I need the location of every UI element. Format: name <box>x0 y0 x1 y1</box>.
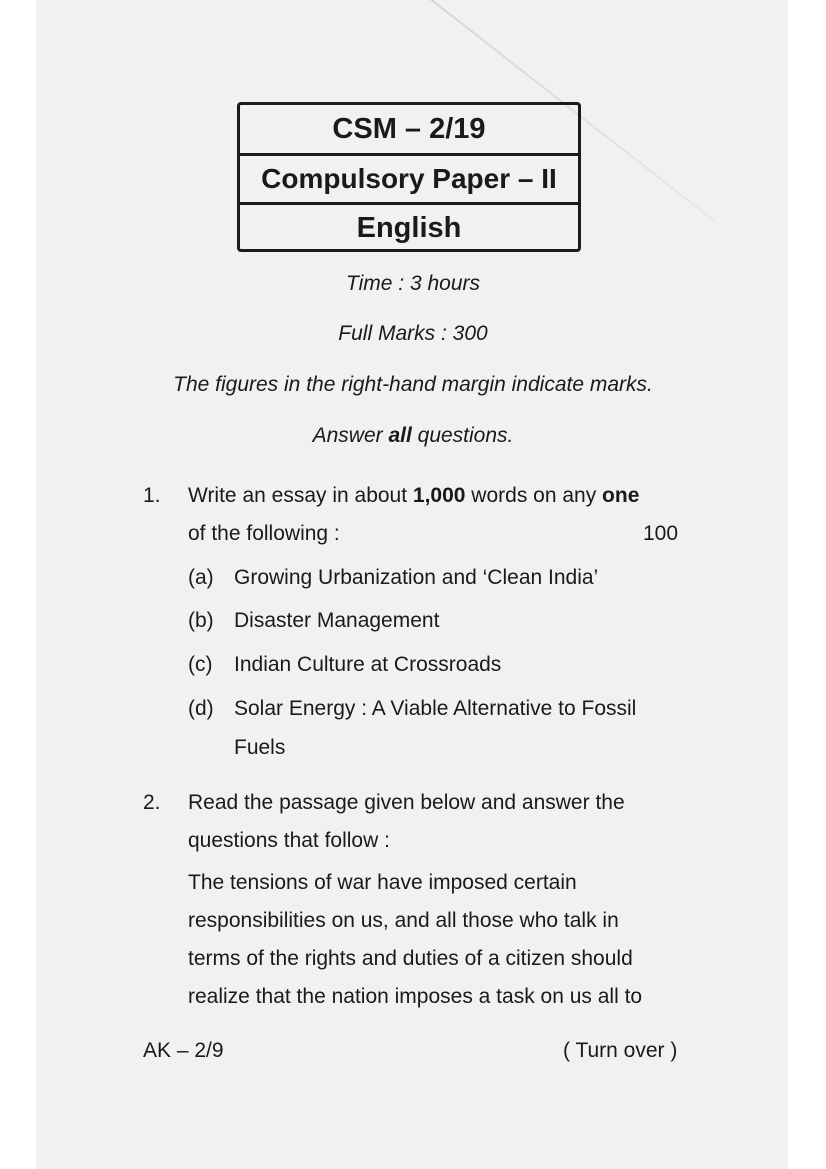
scan-right-margin <box>788 0 826 1169</box>
passage-line: terms of the rights and duties of a citizen should <box>188 947 633 970</box>
question-1-number: 1. <box>143 484 161 507</box>
question-1-text-cont: of the following : <box>188 522 340 545</box>
question-1-option-cont: Fuels <box>234 736 286 759</box>
time-allowed: Time : 3 hours <box>345 272 481 295</box>
question-2-text-cont: questions that follow : <box>188 829 390 852</box>
footer-code: AK – 2/9 <box>143 1039 224 1062</box>
passage-line: The tensions of war have imposed certain <box>188 871 577 894</box>
question-1-option: (c) Indian Culture at Crossroads <box>188 653 502 676</box>
question-1-option: (a) Growing Urbanization and ‘Clean India’ <box>188 566 599 589</box>
marks-instruction: The figures in the right-hand margin indicate marks. <box>173 373 653 396</box>
full-marks: Full Marks : 300 <box>338 322 488 345</box>
question-2-number: 2. <box>143 791 161 814</box>
header-box <box>237 102 581 252</box>
answer-instruction: Answer all questions. <box>312 424 514 447</box>
paper-code: CSM – 2/19 <box>332 112 486 145</box>
question-1-option: (b) Disaster Management <box>188 609 440 632</box>
scan-left-margin <box>0 0 36 1169</box>
paper-subject: English <box>240 202 578 252</box>
question-1-option: (d) Solar Energy : A Viable Alternative to Fossil <box>188 697 637 720</box>
turn-over-note: ( Turn over ) <box>563 1039 678 1062</box>
question-1-marks: 100 <box>643 522 679 545</box>
passage-line: responsibilities on us, and all those who talk in <box>188 909 619 932</box>
question-1-text: Write an essay in about 1,000 words on any one <box>188 484 640 507</box>
passage-line: realize that the nation imposes a task on us all to <box>188 985 643 1008</box>
paper-title: Compulsory Paper – II <box>240 153 578 202</box>
question-2-text: Read the passage given below and answer the <box>188 791 625 814</box>
